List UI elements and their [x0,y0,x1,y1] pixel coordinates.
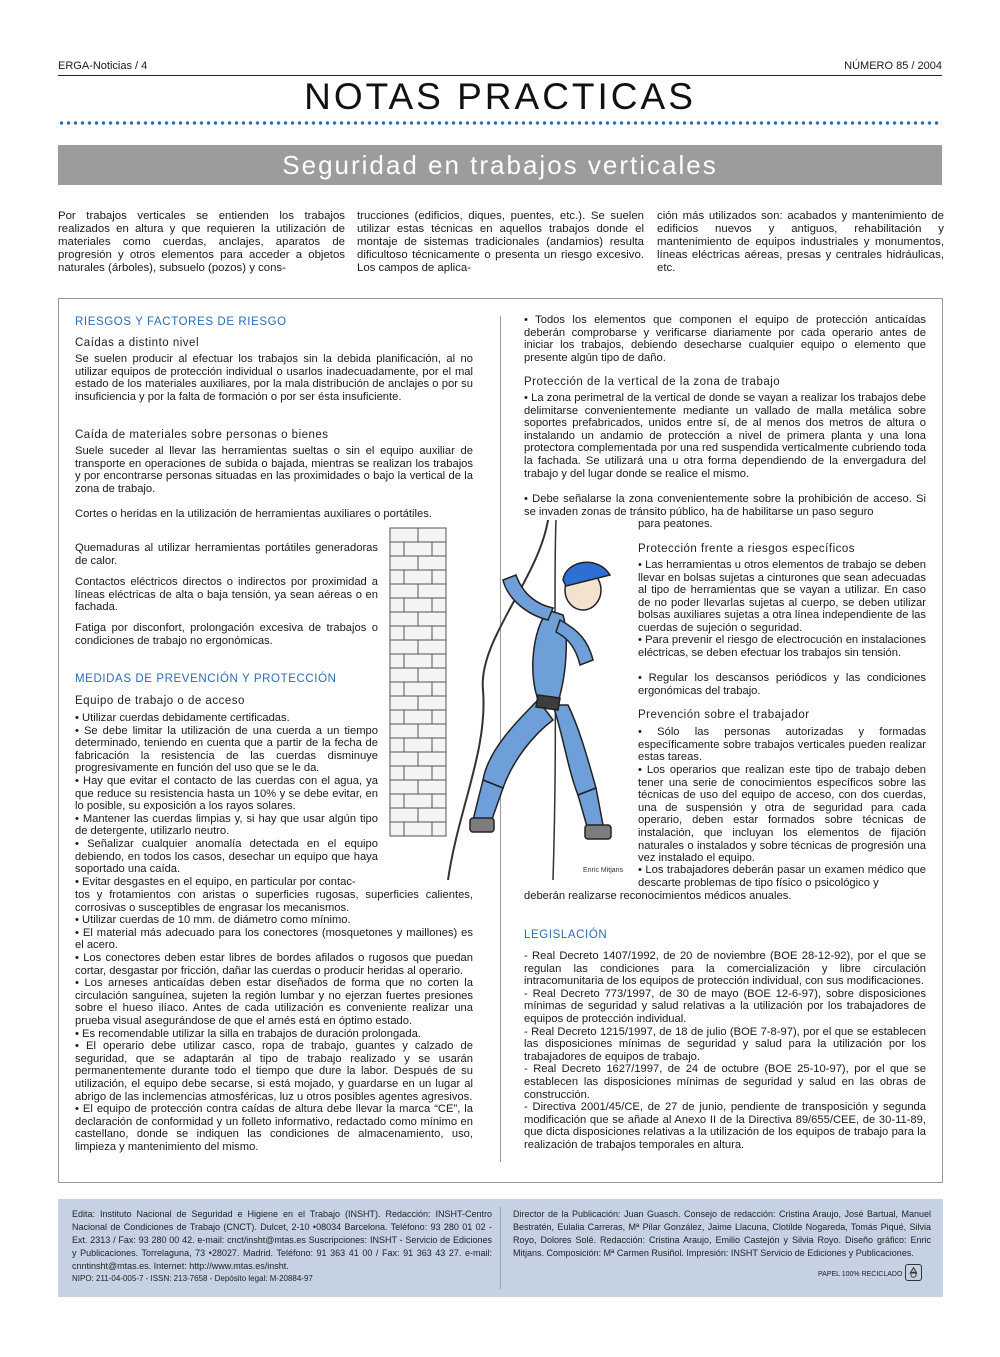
examen-medico-end: deberán realizarse reconocimientos médicos anuales. [524,890,792,902]
electrocucion-text: • Para prevenir el riesgo de electrocución en instalaciones eléctricas, se deben efectuar los trabajos sin tensión. [638,634,926,659]
equipo-bullets-wide [75,889,473,1153]
bullet-item: • El operario debe utilizar casco, ropa de trabajo, guantes y calzado de seguridad, que se adaptarán al tipo de trabajo realizado y se usarán permanentemente durante todo el tiempo que dure la labor. Después de su utilización, el equipo debe secarse, si está mojado, y guardarse en un lugar al abrigo de las inclemencias atmosféricas, luz u otros posibles agentes agresivos. [75,1040,473,1103]
rope [448,520,548,880]
fatiga-text: Fatiga por disconfort, prolongación excesiva de trabajos o condiciones de trabajo no ergonómicas. [75,622,378,647]
examen-medico-text: • Los trabajadores deberán pasar un examen médico que descarte problemas de tipo físico o psicológico y [638,864,926,889]
todos-text: • Todos los elementos que componen el equipo de protección anticaídas deberán comprobarse y verificarse diariamente por cada operario antes de iniciar los trabajos, debiendo desecharse cualquier equipo o elemento que presente algún tipo de daño. [524,314,926,364]
legislacion-item: - Real Decreto 1215/1997, de 18 de julio (BOE 7-8-97), por el que se establecen las disposiciones mínimas de seguridad y salud para la utilización por los trabajadores de equipos de trabajo. [524,1025,926,1063]
bullet-item: • Señalizar cualquier anomalía detectada en el equipo debiendo, en todos los casos, desechar un equipo que haya soportado una caída. [75,837,378,876]
footer-nipo: NIPO: 211-04-005-7 - ISSN: 213-7658 - Depósito legal: M-20884-97 [72,1274,313,1283]
intro-column-2: trucciones (edificios, diques, puentes, etc.). Se suelen utilizar estas técnicas en aquellos trabajos donde el montaje de sistemas tradicionales (andamios) resulta dificultoso técnicamente o presenta un riesgo excesivo. Los campos de aplica- [357,210,644,274]
operarios-text: • Los operarios que realizan este tipo de trabajo deben tener una serie de conocimientos específicos sobre las técnicas de uso del equipo de acceso, con dos cuerdas, una de suspensión y otra de seguridad para cada operario, deben estar formados sobre técnicas de instalación, que incluyan los elementos de fijación naturales o instalados y sobre técnicas de progresión una vez instalado el equipo. [638,764,926,865]
caida-materiales-text: Suele suceder al llevar las herramientas sueltas o sin el equipo auxiliar de transporte en operaciones de subida o bajada, mientras se realizan los trabajos y por encontrarse personas situadas en las proximidades o bajo la vertical de la zona de trabajo. [75,445,473,495]
footer-divider [500,1207,501,1289]
cortes-text: Cortes o heridas en la utilización de herramientas auxiliares o portátiles. [75,508,432,520]
riesgos-heading: RIESGOS Y FACTORES DE RIESGO [75,316,287,328]
brick-wall [390,528,446,836]
herramientas-text: • Las herramientas u otros elementos de trabajo se deben llevar en bolsas sujetas a cinturones que sean adecuadas al tipo de herramientas que se vayan a utilizar. En caso de no poder llevarlas sujetas al cuerpo, se deben utilizar bolsas auxiliares sujetas a otra línea independiente de las cuerdas de sujeción o seguridad. [638,559,926,634]
riesgos-especificos-title: Protección frente a riesgos específicos [638,543,856,555]
bullet-item: • Es recomendable utilizar la silla en trabajos de duración prolongada. [75,1027,421,1040]
bullet-item: • Utilizar cuerdas debidamente certificadas. [75,712,290,724]
caidas-text: Se suelen producir al efectuar los trabajos sin la debida planificación, al no utilizar equipos de protección individual o usarlos inadecuadamente, por el mal estado de los materiales auxiliares, por la mala distribución de anclajes o por su insuficiencia y por la falta de formación o por ser ésta insuficiente. [75,353,473,403]
descansos-text: • Regular los descansos periódicos y las condiciones ergonómicas del trabajo. [638,672,926,697]
equipo-title: Equipo de trabajo o de acceso [75,695,245,707]
bullet-item: • El material más adecuado para los conectores (mosquetones y maillones) es el acero. [75,926,473,952]
bullet-item: • Evitar desgastes en el equipo, en particular por contac- [75,875,356,888]
worker-illustration [388,520,638,880]
quemaduras-text: Quemaduras al utilizar herramientas portátiles generadoras de calor. [75,542,378,567]
section-title: NOTAS PRACTICAS [304,76,696,117]
bullet-item: tos y frotamientos con aristas o superficies rugosas, superficies calientes, corrosivas o susceptibles de engrasar los mecanismos. [75,889,473,914]
caidas-title: Caídas a distinto nivel [75,337,200,349]
bullet-item: • Hay que evitar el contacto de las cuerdas con el agua, ya que reduce su resistencia hasta un 10% y se debe evitar, en lo posible, su exposición a los rayos solares. [75,774,378,813]
article-title-banner: Seguridad en trabajos verticales [58,145,942,185]
publication-label: ERGA-Noticias / 4 [58,60,148,72]
dotted-divider [58,121,942,125]
footer-edition-info: Edita: Instituto Nacional de Seguridad e Higiene en el Trabajo (INSHT). Redacción: INSHT-Centro Nacional de Condiciones de Trabajo (CNCT). Dulcet, 2-10 •08034 Barcelona. Teléfono: 93 280 01 02 - Ext. 2313 / Fax: 93 280 00 42. e-mail: cnct/insht@mtas.es Suscripciones: INSHT - Servicio de Ediciones y Publicaciones. Torrelaguna, 73 •28027. Madrid. Teléfono: 91 363 41 00 / Fax: 91 363 43 27. e-mail: cnntinsht@mtas.es. Internet: http://www.mtas.es/insht. [72,1209,492,1271]
autorizadas-text: • Sólo las personas autorizadas y formadas específicamente sobre trabajos verticales pueden realizar estas tareas. [638,726,926,764]
legislacion-item: - Real Decreto 1627/1997, de 24 de octubre (BOE 25-10-97), por el que se establecen las disposiciones mínimas de seguridad y salud en las obras de construcción. [524,1063,926,1101]
intro-column-3: ción más utilizados son: acabados y mantenimiento de edificios nuevos y antiguos, rehabilitación y mantenimiento de equipos industriales y monumentos, líneas eléctricas aéreas, presas y centrales hidráulicas, etc. [657,210,944,274]
footer [58,1199,943,1297]
bullet-item: • El equipo de protección contra caídas de altura debe llevar la marca “CE”, la declaración de conformidad y un folleto informativo, redactado como mínimo en castellano, donde se indiquen las condiciones de almacenamiento, uso, limpieza y mantenimiento del mismo. [75,1103,473,1153]
bullet-item: • Los arneses anticaídas deben estar diseñados de forma que no corten la circulación sanguínea, sujeten la región lumbar y no ejerzan fuertes presiones sobre el hueso ilíaco. Antes de cada utilización es conveniente realizar una prueba visual asegurándose de que el arnés está en óptimo estado. [75,977,473,1027]
proteccion-vertical-title: Protección de la vertical de la zona de trabajo [524,376,781,388]
bullet-item: • Mantener las cuerdas limpias y, si hay que usar algún tipo de detergente, utilizarlo neutro. [75,812,378,838]
recycled-paper-label: PAPEL 100% RECICLADO [818,1271,903,1278]
bullet-item: • Se debe limitar la utilización de una cuerda a un tiempo determinado, teniendo en cuenta que a partir de la fecha de fabricación la resistencia de las cuerdas disminuye progresivamente en función del uso que se le da. [75,724,378,775]
recycle-icon [905,1264,922,1281]
senalizar-text: • Debe señalarse la zona convenientemente sobre la prohibición de acceso. Si se invaden zonas de tránsito público, ha de habilitarse un paso seguro [524,493,926,518]
caida-materiales-title: Caída de materiales sobre personas o bienes [75,429,329,441]
intro-column-1: Por trabajos verticales se entienden los trabajos realizados en altura y que requieren la utilización de materiales como cuerdas, anclajes, aparatos de progresión y otros elementos para acceder a objetos naturales (árboles), subsuelo (pozos) y cons- [58,210,345,274]
footer-credits: Director de la Publicación: Juan Guasch. Consejo de redacción: Cristina Araujo, José Bartual, Manuel Bestratén, Eulalia Carreras, Mª Pilar González, Jaime Llacuna, Clotilde Nogareda, Tomás Piqué, Silvia Royo, Dolores Solé. Redacción: Cristina Araujo, Emilio Castejón y Silvia Royo. Diseño gráfico: Enric Mitjans. Composición: Mª Carmen Rusiñol. Impresión: INSHT Servicio de Ediciones y Publicaciones. [513,1209,931,1258]
legislacion-heading: LEGISLACIÓN [524,929,608,941]
zona-perimetral-text: • La zona perimetral de la vertical de donde se vayan a realizar los trabajos debe delimitarse convenientemente mediante un vallado de malla metálica sobre soportes prefabricados, unidos entre sí, de al menos dos metros de altura o instalando un andamio de protección a nivel de primera planta y una lona protectora complementada por una red suspendida verticalmente cubriendo toda la fachada. Se utilizará una u otra forma dependiendo de la envergadura del trabajo y del lugar donde se realice el mismo. [524,392,926,480]
contactos-text: Contactos eléctricos directos o indirectos por proximidad a líneas eléctricas de alta o baja tensión, ya sean aéreas o en fachada. [75,576,378,614]
illustration-credit: Enric Mitjans [583,867,624,874]
bullet-item: • Utilizar cuerdas de 10 mm. de diámetro como mínimo. [75,914,351,927]
worker-figure [470,562,611,839]
issue-number: NÚMERO 85 / 2004 [844,60,942,72]
legislacion-list [524,950,926,1152]
bullet-item: • Los conectores deben estar libres de bordes afilados o rugosos que puedan cortar, desgastar por fricción, dañar las cuerdas o producir heridas al operario. [75,951,473,977]
peatones-text: para peatones. [638,518,713,530]
prevencion-trabajador-title: Prevención sobre el trabajador [638,709,810,721]
legislacion-item: - Real Decreto 1407/1992, de 20 de noviembre (BOE 28-12-92), por el que se regulan las condiciones para la comercialización y libre circulación intracomunitaria de los equipos de protección individual, con sus modificaciones. [524,950,926,988]
medidas-heading: MEDIDAS DE PREVENCIÓN Y PROTECCIÓN [75,673,337,685]
legislacion-item: - Directiva 2001/45/CE, de 27 de junio, pendiente de transposición y segunda modificación que se añade al Anexo II de la Directiva 89/655/CEE, de 30-11-89, que dicta disposiciones relativas a la utilización de los equipos de trabajo para la realización de trabajos temporales en altura. [524,1101,926,1151]
equipo-bullets-narrow [75,712,378,888]
legislacion-item: - Real Decreto 773/1997, de 30 de mayo (BOE 12-6-97), sobre disposiciones mínimas de seguridad y salud relativas a la utilización por los trabajadores de equipos de protección individual. [524,987,926,1025]
